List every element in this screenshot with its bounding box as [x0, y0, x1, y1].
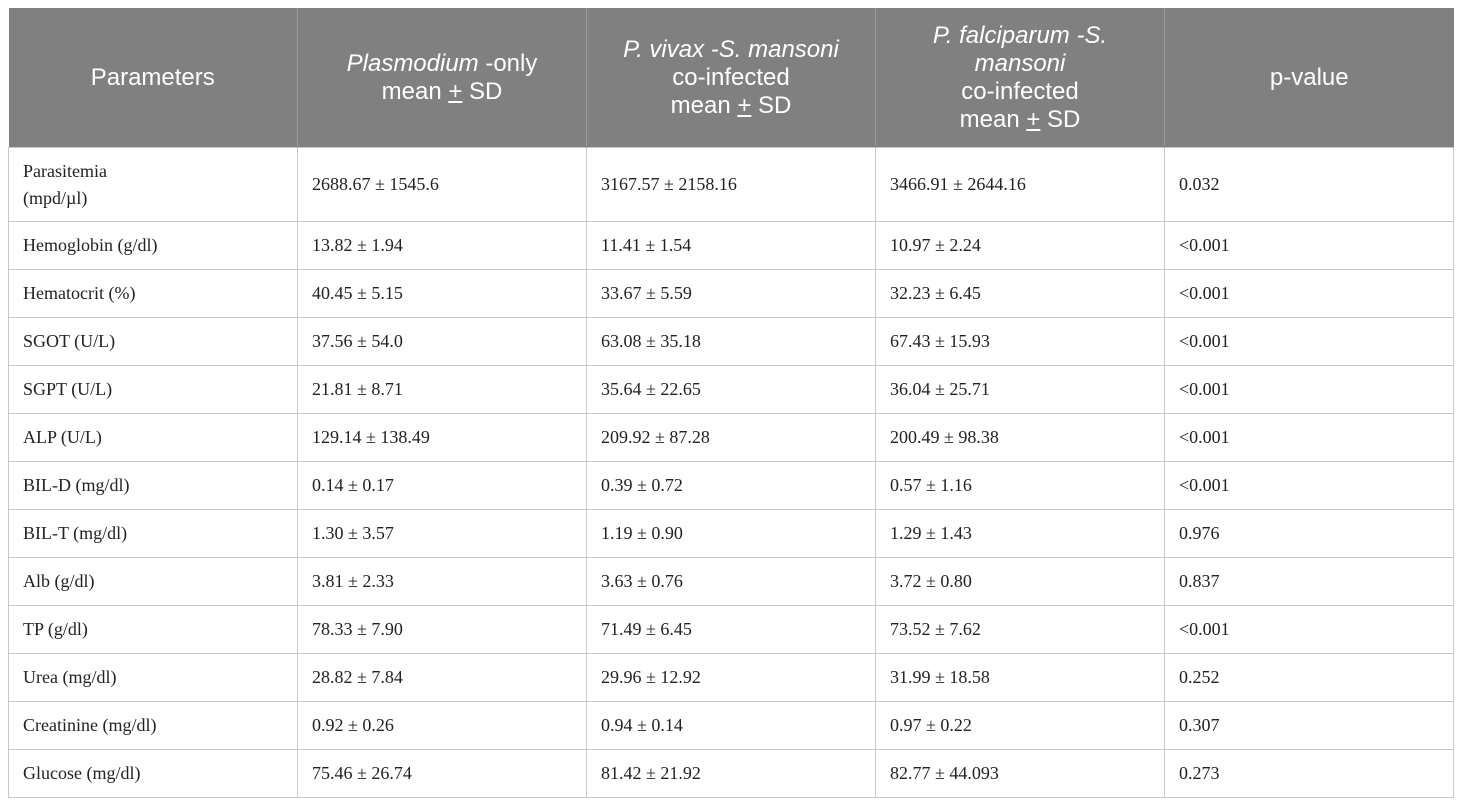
header-vivax-coinfected: P. vivax -S. mansoni co-infected mean + SD — [587, 8, 876, 148]
table-row — [9, 654, 1454, 702]
header-row — [9, 8, 1454, 148]
cell-parameter: ALP (U/L) — [9, 414, 298, 462]
cell-falciparum-coinfected: 0.97 ± 0.22 — [876, 702, 1165, 750]
header-plasmodium-only: Plasmodium -only mean + SD — [298, 8, 587, 148]
cell-parameter: BIL-D (mg/dl) — [9, 462, 298, 510]
cell-p-value: <0.001 — [1165, 414, 1454, 462]
cell-parameter: SGPT (U/L) — [9, 366, 298, 414]
cell-falciparum-coinfected: 32.23 ± 6.45 — [876, 270, 1165, 318]
cell-plasmodium-only: 0.92 ± 0.26 — [298, 702, 587, 750]
cell-p-value: 0.976 — [1165, 510, 1454, 558]
table-row — [9, 750, 1454, 798]
table-row — [9, 148, 1454, 222]
cell-falciparum-coinfected: 3.72 ± 0.80 — [876, 558, 1165, 606]
cell-plasmodium-only: 13.82 ± 1.94 — [298, 222, 587, 270]
cell-plasmodium-only: 78.33 ± 7.90 — [298, 606, 587, 654]
cell-plasmodium-only: 28.82 ± 7.84 — [298, 654, 587, 702]
cell-parameter: Urea (mg/dl) — [9, 654, 298, 702]
cell-p-value: <0.001 — [1165, 462, 1454, 510]
cell-vivax-coinfected: 3167.57 ± 2158.16 — [587, 148, 876, 222]
cell-vivax-coinfected: 35.64 ± 22.65 — [587, 366, 876, 414]
cell-falciparum-coinfected: 82.77 ± 44.093 — [876, 750, 1165, 798]
cell-p-value: 0.273 — [1165, 750, 1454, 798]
cell-vivax-coinfected: 3.63 ± 0.76 — [587, 558, 876, 606]
cell-parameter: Creatinine (mg/dl) — [9, 702, 298, 750]
cell-p-value: 0.252 — [1165, 654, 1454, 702]
cell-parameter: Parasitemia (mpd/µl) — [9, 148, 298, 222]
cell-vivax-coinfected: 0.94 ± 0.14 — [587, 702, 876, 750]
cell-plasmodium-only: 21.81 ± 8.71 — [298, 366, 587, 414]
cell-p-value: <0.001 — [1165, 366, 1454, 414]
cell-falciparum-coinfected: 10.97 ± 2.24 — [876, 222, 1165, 270]
table-header — [9, 8, 1454, 148]
cell-parameter: Hematocrit (%) — [9, 270, 298, 318]
results-table — [8, 8, 1454, 798]
cell-vivax-coinfected: 81.42 ± 21.92 — [587, 750, 876, 798]
cell-plasmodium-only: 75.46 ± 26.74 — [298, 750, 587, 798]
cell-vivax-coinfected: 11.41 ± 1.54 — [587, 222, 876, 270]
table-row — [9, 462, 1454, 510]
cell-plasmodium-only: 0.14 ± 0.17 — [298, 462, 587, 510]
cell-vivax-coinfected: 71.49 ± 6.45 — [587, 606, 876, 654]
cell-vivax-coinfected: 1.19 ± 0.90 — [587, 510, 876, 558]
table-row — [9, 318, 1454, 366]
cell-falciparum-coinfected: 36.04 ± 25.71 — [876, 366, 1165, 414]
table-row — [9, 366, 1454, 414]
cell-p-value: 0.032 — [1165, 148, 1454, 222]
cell-falciparum-coinfected: 31.99 ± 18.58 — [876, 654, 1165, 702]
cell-falciparum-coinfected: 0.57 ± 1.16 — [876, 462, 1165, 510]
table-body — [9, 148, 1454, 798]
cell-plasmodium-only: 129.14 ± 138.49 — [298, 414, 587, 462]
cell-falciparum-coinfected: 200.49 ± 98.38 — [876, 414, 1165, 462]
cell-parameter: Glucose (mg/dl) — [9, 750, 298, 798]
cell-falciparum-coinfected: 1.29 ± 1.43 — [876, 510, 1165, 558]
cell-parameter: BIL-T (mg/dl) — [9, 510, 298, 558]
header-p-value: p-value — [1165, 8, 1454, 148]
cell-vivax-coinfected: 33.67 ± 5.59 — [587, 270, 876, 318]
table-row — [9, 606, 1454, 654]
cell-parameter: TP (g/dl) — [9, 606, 298, 654]
cell-parameter: SGOT (U/L) — [9, 318, 298, 366]
cell-vivax-coinfected: 29.96 ± 12.92 — [587, 654, 876, 702]
cell-p-value: <0.001 — [1165, 270, 1454, 318]
cell-vivax-coinfected: 209.92 ± 87.28 — [587, 414, 876, 462]
cell-vivax-coinfected: 0.39 ± 0.72 — [587, 462, 876, 510]
table-row — [9, 702, 1454, 750]
header-parameters: Parameters — [9, 8, 298, 148]
cell-vivax-coinfected: 63.08 ± 35.18 — [587, 318, 876, 366]
cell-p-value: <0.001 — [1165, 318, 1454, 366]
cell-plasmodium-only: 2688.67 ± 1545.6 — [298, 148, 587, 222]
cell-falciparum-coinfected: 73.52 ± 7.62 — [876, 606, 1165, 654]
cell-p-value: 0.837 — [1165, 558, 1454, 606]
table-row — [9, 510, 1454, 558]
table-row — [9, 270, 1454, 318]
table-row — [9, 414, 1454, 462]
cell-parameter: Alb (g/dl) — [9, 558, 298, 606]
cell-p-value: <0.001 — [1165, 222, 1454, 270]
header-falciparum-coinfected: P. falciparum -S. mansoni co-infected mean + SD — [876, 8, 1165, 148]
cell-plasmodium-only: 3.81 ± 2.33 — [298, 558, 587, 606]
table-row — [9, 222, 1454, 270]
cell-plasmodium-only: 1.30 ± 3.57 — [298, 510, 587, 558]
cell-plasmodium-only: 40.45 ± 5.15 — [298, 270, 587, 318]
cell-plasmodium-only: 37.56 ± 54.0 — [298, 318, 587, 366]
cell-falciparum-coinfected: 67.43 ± 15.93 — [876, 318, 1165, 366]
cell-p-value: 0.307 — [1165, 702, 1454, 750]
table-row — [9, 558, 1454, 606]
cell-parameter: Hemoglobin (g/dl) — [9, 222, 298, 270]
cell-falciparum-coinfected: 3466.91 ± 2644.16 — [876, 148, 1165, 222]
cell-p-value: <0.001 — [1165, 606, 1454, 654]
